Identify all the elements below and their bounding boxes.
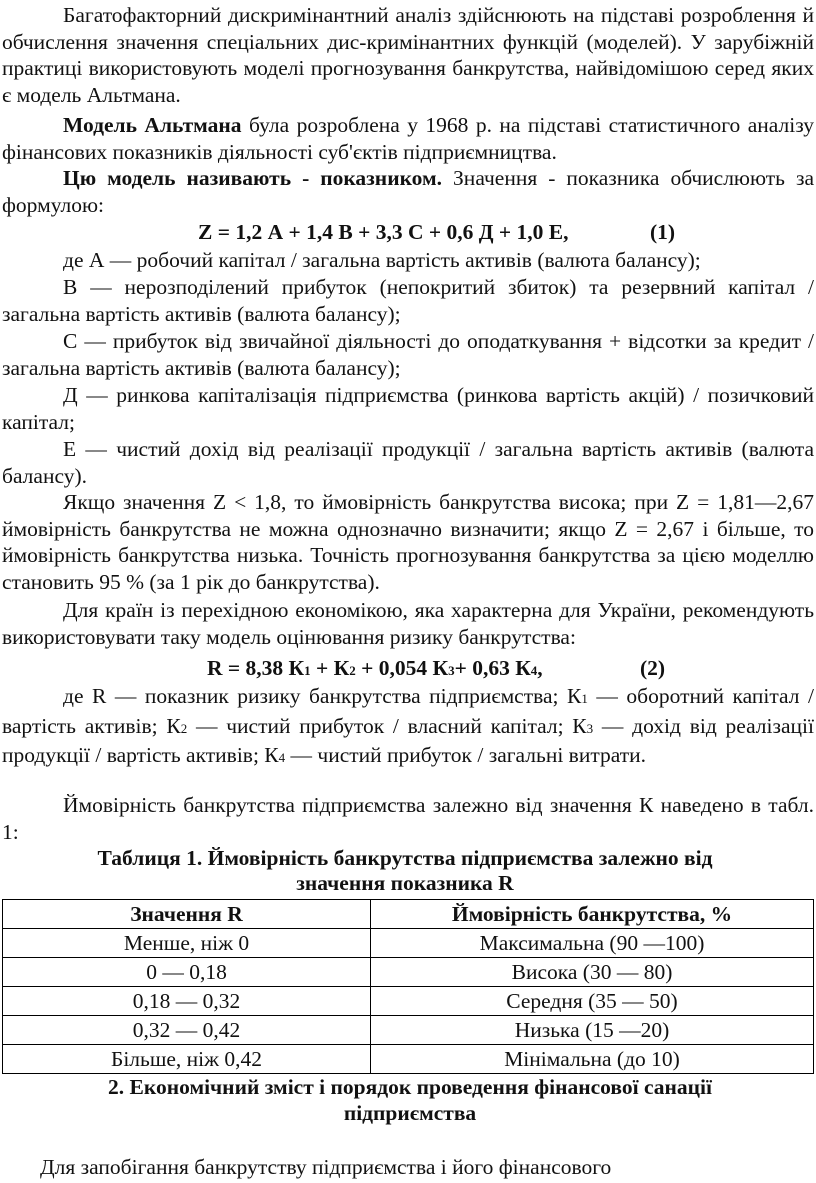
table-header-r-value: Значення R	[3, 900, 371, 929]
indicator-text: Значення - показника обчислюють за формулою:	[2, 166, 814, 217]
definition-b: В — нерозподілений прибуток (непокритий збиток) та резервний капітал / загальна вартість активів (валюта балансу);	[2, 275, 814, 326]
altman-model-term: Модель Альтмана	[63, 113, 242, 137]
paragraph-transition-economies: Для країн із перехідною економікою, яка характерна для України, рекомендують використовувати таку модель оцінювання ризику банкрутства:	[2, 598, 814, 649]
table-cell-r-value: Більше, ніж 0,42	[3, 1045, 371, 1074]
table-row	[3, 1016, 814, 1045]
altman-model-text: була розроблена у 1968 р. на підставі статистичного аналізу фінансових показників діяльності суб'єктів підприємництва.	[2, 113, 814, 164]
table-cell-probability: Середня (35 — 50)	[371, 987, 814, 1016]
formula-r: R = 8,38 К1 + К2 + 0,054 К3+ 0,63 К4,	[207, 656, 543, 680]
definition-c: С — прибуток від звичайної діяльності до оподаткування + відсотки за кредит / загальна вартість активів (валюта балансу);	[2, 329, 814, 380]
table-row	[3, 1045, 814, 1074]
definition-r: де R — показник ризику банкрутства підприємства; К1 — оборотний капітал / вартість активів; К2 — чистий прибуток / власний капітал; К3 — дохід від реалізації продукції / вартість активів; К4 — чистий прибуток / загальні витрати.	[2, 684, 815, 767]
table-row	[3, 958, 814, 987]
table-cell-r-value: 0,18 — 0,32	[3, 987, 371, 1016]
paragraph-z-interpretation: Якщо значення Z < 1,8, то ймовірність банкрутства висока; при Z = 1,81—2,67 ймовірність банкрутства не можна однозначно визначити; якщо Z = 2,67 і більше, то ймовірність банкрутства низька. Точність прогнозування банкрутства за цією моделлю становить 95 % (за 1 рік до банкрутства).	[2, 490, 814, 594]
paragraph-intro: Багатофакторний дискримінантний аналіз здійснюють на підставі розроблення й обчислення значення спеціальних дис-кримінантних функцій (моделей). У зарубіжній практиці використовують моделі прогнозування банкрутства, найвідомішою серед яких є модель Альтмана.	[2, 3, 814, 107]
paragraph-indicator	[2, 165, 814, 218]
section-2-heading: 2. Економічний зміст і порядок проведення фінансової санації підприємства	[108, 1075, 712, 1125]
formula-z: Z = 1,2 А + 1,4 В + 3,3 С + 0,6 Д + 1,0 Е,	[198, 220, 569, 244]
table-header-row	[3, 900, 814, 929]
paragraph-last-line: Для запобігання банкрутству підприємства і його фінансового	[40, 1155, 612, 1179]
paragraph-probability: Ймовірність банкрутства підприємства залежно від значення К наведено в табл. 1:	[2, 793, 814, 844]
table-cell-probability: Висока (30 — 80)	[371, 958, 814, 987]
table-row	[3, 929, 814, 958]
table-cell-r-value: 0,32 — 0,42	[3, 1016, 371, 1045]
table-cell-probability: Мінімальна (до 10)	[371, 1045, 814, 1074]
table-cell-probability: Низька (15 —20)	[371, 1016, 814, 1045]
formula-r-number: (2)	[640, 656, 666, 680]
definition-a: де А — робочий капітал / загальна вартість активів (валюта балансу);	[63, 248, 701, 272]
bankruptcy-probability-table	[2, 899, 814, 1074]
table-header-probability: Ймовірність банкрутства, %	[371, 900, 814, 929]
table-cell-r-value: Менше, ніж 0	[3, 929, 371, 958]
table-row	[3, 987, 814, 1016]
table-caption: Таблиця 1. Ймовірність банкрутства підприємства залежно від значення показника R	[97, 846, 713, 895]
definition-d: Д — ринкова капіталізація підприємства (ринкова вартість акцій) / позичковий капітал;	[2, 383, 814, 434]
paragraph-altman-model	[2, 112, 814, 165]
definition-e: Е — чистий дохід від реалізації продукції / загальна вартість активів (валюта балансу).	[2, 437, 814, 488]
indicator-term: Цю модель називають - показником.	[63, 166, 443, 190]
table-cell-probability: Максимальна (90 —100)	[371, 929, 814, 958]
formula-z-number: (1)	[650, 220, 676, 244]
table-cell-r-value: 0 — 0,18	[3, 958, 371, 987]
